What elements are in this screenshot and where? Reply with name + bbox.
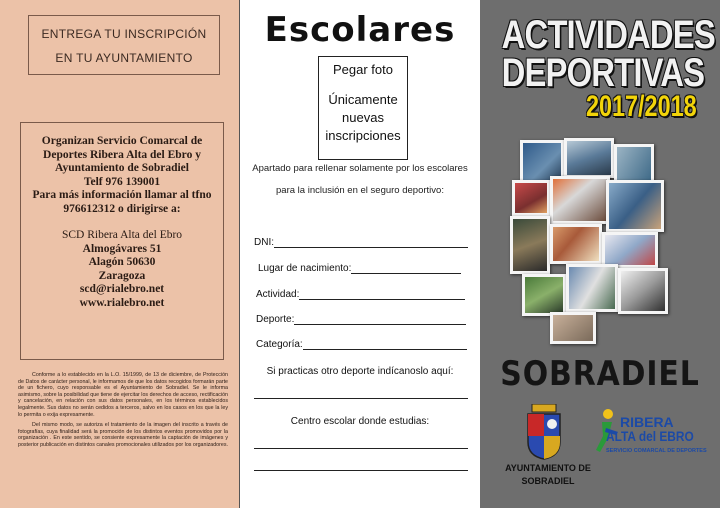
town-coat-of-arms bbox=[524, 404, 564, 460]
category-field[interactable] bbox=[256, 339, 467, 350]
dni-field[interactable] bbox=[254, 237, 468, 248]
sport-field[interactable] bbox=[256, 314, 466, 325]
photo-box-line: inscripciones bbox=[325, 128, 401, 143]
field-label: Deporte: bbox=[256, 314, 295, 325]
cover-title-line: ACTIVIDADES bbox=[501, 13, 715, 57]
photo-collage bbox=[510, 140, 690, 350]
phone-line: Telf 976 139001 bbox=[83, 175, 161, 188]
collage-photo bbox=[566, 264, 618, 312]
photo-box[interactable] bbox=[318, 56, 408, 160]
ribera-alta-ebro-logo bbox=[592, 404, 716, 464]
school-answer-line-1[interactable] bbox=[254, 448, 468, 449]
address-line: Zaragoza bbox=[98, 269, 146, 282]
organizers-box bbox=[20, 122, 224, 360]
logo-service-text: SERVICIO COMARCAL DE DEPORTES bbox=[606, 448, 707, 454]
legal-paragraph: Conforme a lo establecido en la L.O. 15/1999, de 13 de diciembre, de Protección de Datos de carácter personal, le informamos de que los datos recogidos formarán parte de un fichero, cuyo responsable es el Ayuntamiento de Sobradiel. Se le informa asimismo, sobre la posibilidad que tiene de ejercitar los derechos de acceso, rectificación y cancelación, en relación con sus datos personales, en los términos establecidos legalmente. Sus datos no serán cedidos a terceros, salvo en los casos en los que la ley lo permita o exija expresamente. bbox=[18, 372, 228, 418]
delivery-notice-box bbox=[28, 15, 220, 75]
address-line: Alagón 50630 bbox=[88, 256, 156, 268]
other-sport-question: Si practicas otro deporte indícanoslo aquí: bbox=[266, 366, 454, 377]
delivery-notice-line: ENTREGA TU INSCRIPCIÓN bbox=[41, 27, 207, 41]
collage-photo bbox=[618, 268, 668, 314]
left-panel bbox=[0, 0, 240, 508]
collage-photo bbox=[602, 232, 658, 268]
website-link[interactable]: www.rialebro.net bbox=[79, 296, 165, 309]
legal-notice bbox=[18, 372, 228, 453]
collage-photo bbox=[550, 176, 610, 224]
organizer-line: Ayuntamiento de Sobradiel bbox=[55, 162, 189, 174]
info-line: 976612312 o dirigirse a: bbox=[63, 202, 181, 215]
activity-field[interactable] bbox=[256, 289, 465, 300]
collage-photo bbox=[510, 216, 550, 274]
organizer-line: Organizan Servicio Comarcal de bbox=[41, 135, 203, 147]
photo-box-line: nuevas bbox=[342, 110, 384, 125]
season-year: 2017/2018 bbox=[586, 90, 697, 123]
address-line: SCD Ribera Alta del Ebro bbox=[61, 229, 183, 241]
apartado-line: Apartado para rellenar solamente por los escolares bbox=[252, 163, 468, 174]
ayuntamiento-line: SOBRADIEL bbox=[521, 476, 575, 486]
ayuntamiento-line: AYUNTAMIENTO DE bbox=[505, 463, 591, 473]
collage-photo bbox=[606, 180, 664, 232]
collage-photo bbox=[614, 144, 654, 184]
organizer-line: Deportes Ribera Alta del Ebro y bbox=[43, 148, 201, 161]
collage-photo bbox=[512, 180, 550, 216]
delivery-notice-line: EN TU AYUNTAMIENTO bbox=[55, 51, 193, 65]
school-answer-line-2[interactable] bbox=[254, 470, 468, 471]
logo-alta-ebro-text: ALTA del EBRO bbox=[606, 428, 694, 444]
apartado-line: para la inclusión en el seguro deportivo: bbox=[276, 185, 444, 196]
other-sport-answer-line[interactable] bbox=[254, 398, 468, 399]
address-line: Almogávares 51 bbox=[82, 242, 162, 255]
info-line: Para más información llamar al tfno bbox=[32, 189, 212, 201]
cover-title-line: DEPORTIVAS bbox=[501, 51, 705, 95]
field-label: DNI: bbox=[254, 237, 274, 248]
photo-box-line: Pegar foto bbox=[333, 62, 393, 77]
birthplace-field[interactable] bbox=[258, 263, 461, 274]
email-link[interactable]: scd@rialebro.net bbox=[79, 283, 165, 295]
right-panel bbox=[480, 0, 720, 508]
escolares-heading: Escolares bbox=[264, 10, 456, 50]
legal-paragraph: Del mismo modo, se autoriza el tratamiento de la imagen del inscrito a través de fotografías, cuya finalidad será la promoción de los distintos eventos promovidos por la organización . En este sentido, se consiente expresamente la captación de imágenes y posterior publicación en distintos canales promocionales utilizados por los organizadores. bbox=[18, 422, 228, 448]
logo-ribera-text: RIBERA bbox=[620, 414, 674, 430]
ayuntamiento-label bbox=[486, 462, 610, 488]
town-name: SOBRADIEL bbox=[500, 354, 700, 394]
cover-title bbox=[501, 13, 715, 95]
collage-photo bbox=[550, 224, 602, 264]
collage-photo bbox=[522, 274, 566, 316]
field-label: Lugar de nacimiento: bbox=[258, 263, 352, 274]
middle-panel bbox=[240, 0, 480, 508]
photo-box-line: Únicamente bbox=[328, 92, 398, 107]
collage-photo bbox=[550, 312, 596, 344]
field-label: Actividad: bbox=[256, 289, 300, 300]
field-label: Categoría: bbox=[256, 339, 303, 350]
collage-photo bbox=[564, 138, 614, 178]
school-question: Centro escolar donde estudias: bbox=[290, 416, 430, 427]
